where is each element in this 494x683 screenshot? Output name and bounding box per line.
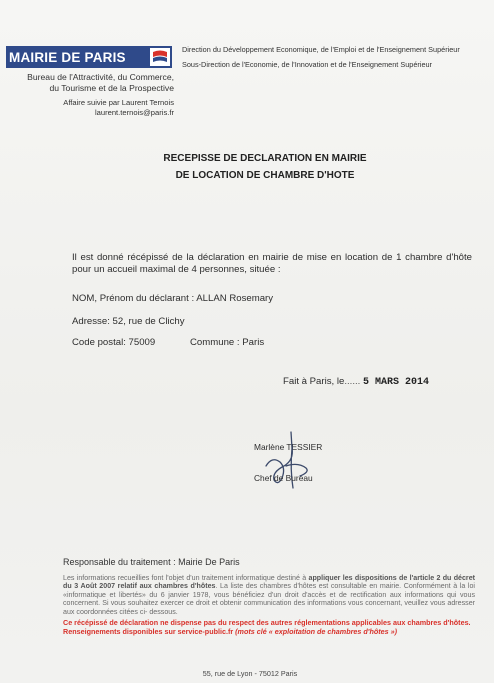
postal-code-row [72,337,155,348]
warning-notice: Ce récépissé de déclaration ne dispense pas du respect des autres réglementations applicables aux chambres d'hôtes. Renseignements disponibles sur service-public.fr (mots clé « exploitation de chambres d'hôtes ») [63,618,471,636]
commune-row [190,337,264,348]
declarant-name-value: ALLAN Rosemary [196,293,274,304]
address-label: Adresse: [72,316,110,327]
logo-label: MAIRIE DE PARIS [9,49,126,65]
postal-code-value: 75009 [128,337,156,348]
fait-prefix: Fait à Paris, le [283,376,345,387]
fait-line: Fait à Paris, le...... 5 MARS 2014 [283,376,430,388]
signatory-name: Marlène TESSIER [254,442,323,452]
document-title: RECEPISSE DE DECLARATION EN MAIRIE DE LOCATION DE CHAMBRE D'HOTE [163,153,367,181]
commune-value: Paris [242,337,265,348]
declarant-name-row [72,293,273,304]
date-stamp: 5 MARS 2014 [363,377,430,388]
signatory-role: Chef de Bureau [254,473,313,483]
footer-address: 55, rue de Lyon - 75012 Paris [202,669,298,678]
address-row [72,316,185,327]
direction-header: Direction du Développement Economique, de l'Emploi et de l'Enseignement Supérieur Sous-Direction de l'Economie, de l'Innovation et de l'Enseignement Supérieur [182,45,460,69]
handwritten-signature [246,426,336,494]
bureau-name: Bureau de l'Attractivité, du Commerce, du Tourisme et de la Prospective [27,72,174,93]
declarant-name-label: NOM, Prénom du déclarant : [72,293,195,304]
affaire-contact: Affaire suivie par Laurent Ternois laurent.ternois@paris.fr [63,98,174,117]
legal-notice: Les informations recueillies font l'objet d'un traitement informatique destiné à appliquer les dispositions de l'article 2 du décret du 3 Août 2007 relatif aux chambres d'hôtes. La liste des chambres d'hôtes est consultable en mairie. Conformément à la loi «informatique et libertés» du 6 janvier 1978, vous bénéficiez d'un droit d'accès et de rectification aux informations qui vous concernent. Si vous souhaitez exercer ce droit et obtenir communication des informations vous concernant, veuillez vous adresser aux coordonnées citées ci- dessous. [63,574,475,616]
mairie-de-paris-logo [6,46,172,68]
paris-emblem-icon [150,48,170,66]
responsable-traitement: Responsable du traitement : Mairie De Paris [63,557,240,567]
postal-code-label: Code postal: [72,337,126,348]
address-value: 52, rue de Clichy [112,316,185,327]
intro-paragraph: Il est donné récépissé de la déclaration en mairie de mise en location de 1 chambre d'hôte pour un accueil maximal de 4 personnes, située : [72,252,472,275]
commune-label: Commune : [190,337,240,348]
